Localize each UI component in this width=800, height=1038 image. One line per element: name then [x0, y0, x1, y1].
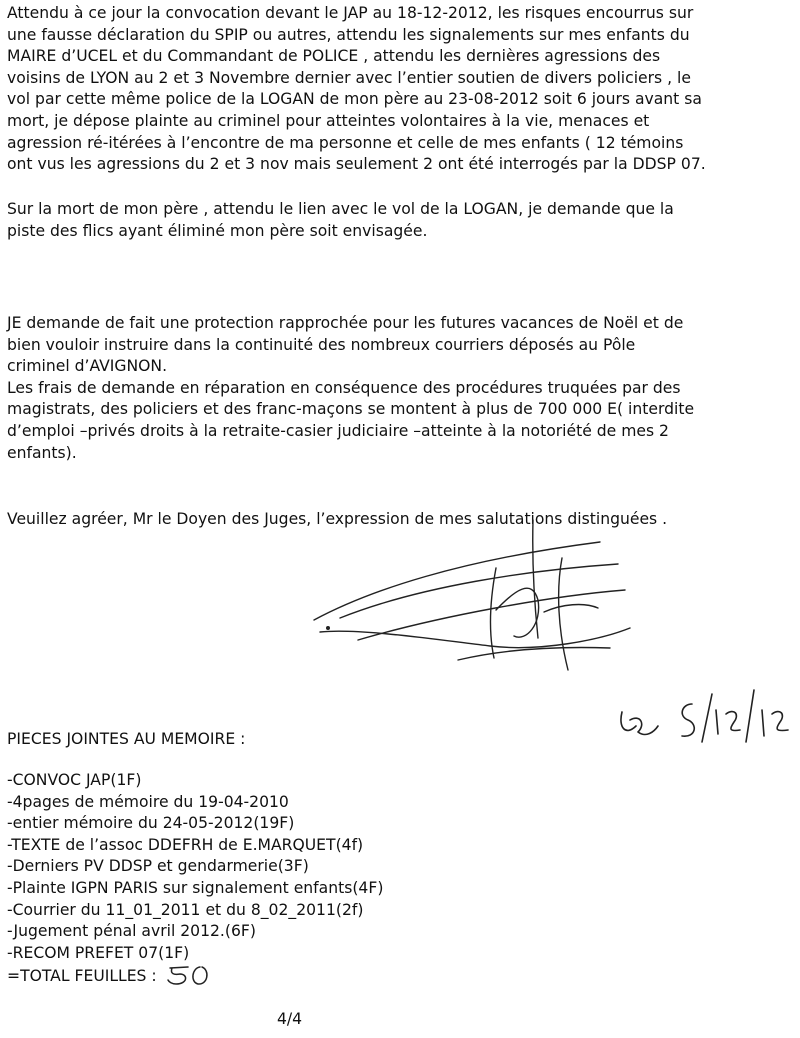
paragraph-complaint — [7, 3, 797, 176]
text-line: une fausse déclaration du SPIP ou autres, attendu les signalements sur mes enfants du — [7, 25, 690, 44]
text-line: piste des flics ayant éliminé mon père soit envisagée. — [7, 221, 428, 240]
list-item: -Derniers PV DDSP et gendarmerie(3F) — [7, 857, 309, 876]
text-line: Veuillez agréer, Mr le Doyen des Juges, l’expression de mes salutations distinguées . — [7, 510, 668, 528]
text-line: ont vus les agressions du 2 et 3 nov mais seulement 2 ont été interrogés par la DDSP 07. — [7, 155, 706, 174]
text-line: voisins de LYON au 2 et 3 Novembre dernier avec l’entier soutien de divers policiers , le — [7, 68, 691, 87]
list-item: -Plainte IGPN PARIS sur signalement enfants(4F) — [7, 878, 384, 897]
handwritten-date — [616, 680, 796, 750]
text-line: agression ré-itérées à l’encontre de ma personne et celle de mes enfants ( 12 témoins — [7, 133, 684, 152]
text-line: criminel d’AVIGNON. — [7, 357, 168, 376]
signature-dot — [326, 626, 330, 630]
text-line: MAIRE d’UCEL et du Commandant de POLICE , attendu les dernières agressions des — [7, 47, 661, 66]
list-item: -RECOM PREFET 07(1F) — [7, 943, 190, 962]
list-item: -4pages de mémoire du 19-04-2010 — [7, 792, 289, 811]
total-value-handwritten — [166, 964, 212, 986]
text-line: enfants). — [7, 443, 77, 462]
list-item: -Jugement pénal avril 2012.(6F) — [7, 922, 256, 941]
list-item: -Courrier du 11_01_2011 et du 8_02_2011(2f) — [7, 900, 364, 919]
text-line: Attendu à ce jour la convocation devant le JAP au 18-12-2012, les risques encourrus sur — [7, 4, 694, 22]
text-line: magistrats, des policiers et des franc-maçons se montent à plus de 700 000 E( interdite — [7, 400, 695, 419]
list-item: -CONVOC JAP(1F) — [7, 771, 142, 789]
attachments-heading: PIECES JOINTES AU MEMOIRE : — [7, 730, 246, 748]
list-item: -TEXTE de l’assoc DDEFRH de E.MARQUET(4f) — [7, 835, 364, 854]
total-line — [7, 964, 407, 988]
list-item: -entier mémoire du 24-05-2012(19F) — [7, 814, 295, 833]
text-line: Les frais de demande en réparation en conséquence des procédures truquées par des — [7, 378, 681, 397]
text-line: vol par cette même police de la LOGAN de mon père au 23-08-2012 soit 6 jours avant sa — [7, 90, 702, 109]
attachments-list — [7, 770, 407, 988]
text-line: Sur la mort de mon père , attendu le lien avec le vol de la LOGAN, je demande que la — [7, 200, 674, 218]
text-line: bien vouloir instruire dans la continuité des nombreux courriers déposés au Pôle — [7, 335, 636, 354]
page-number: 4/4 — [277, 1010, 303, 1028]
signature — [300, 520, 660, 690]
paragraph-father — [7, 199, 797, 242]
text-line: d’emploi –privés droits à la retraite-casier judiciaire –atteinte à la notoriété de mes 2 — [7, 421, 669, 440]
text-line: JE demande de fait une protection rapprochée pour les futures vacances de Noël et de — [7, 314, 684, 332]
paragraph-protection — [7, 313, 797, 464]
total-label: =TOTAL FEUILLES : — [7, 967, 157, 986]
text-line: mort, je dépose plainte au criminel pour atteintes volontaires à la vie, menaces et — [7, 111, 650, 130]
